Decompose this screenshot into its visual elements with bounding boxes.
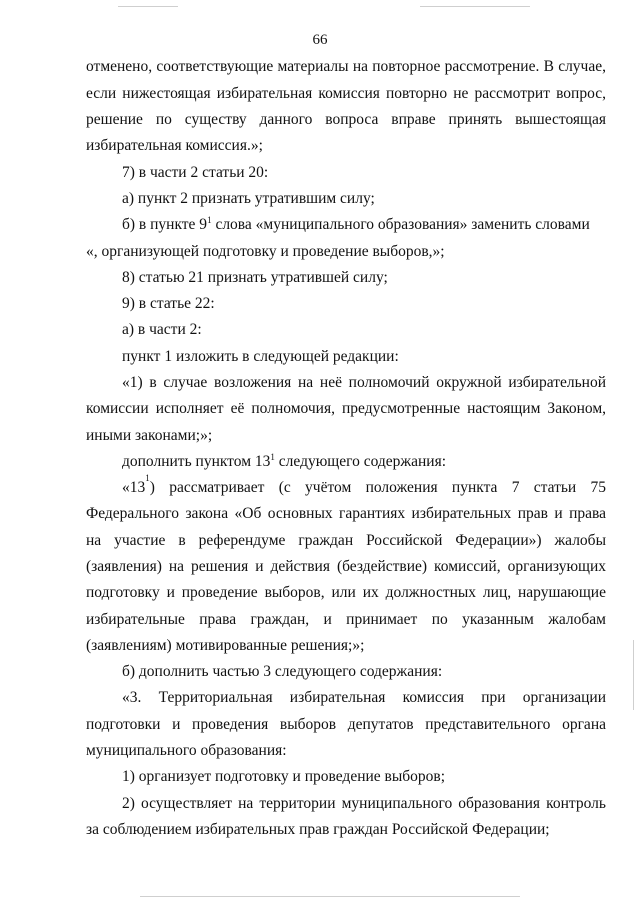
text-line: решение по существу данного вопроса вправе принять вышестоящая	[86, 111, 606, 128]
text-line: (заявлениям) мотивированные решения;»;	[86, 637, 365, 654]
text-line: 1) организует подготовку и проведение выборов;	[122, 768, 446, 785]
text-line: за соблюдением избирательных прав граждан Российской Федерации;	[86, 821, 550, 838]
text-line: отменено, соответствующие материалы на повторное рассмотрение. В случае,	[86, 58, 606, 75]
text-line: на участие в референдуме граждан Российской Федерации») жалобы	[86, 532, 606, 549]
text-line: «13 1 ) рассматривает (с учётом положения пункта 7 статьи 75	[122, 473, 606, 496]
text-line: а) пункт 2 признать утратившим силу;	[122, 190, 375, 207]
scan-mark	[633, 640, 634, 710]
text-line: «3. Территориальная избирательная комиссия при организации	[122, 689, 606, 706]
text-line: а) в части 2:	[122, 321, 202, 338]
text-line: подготовки и проведения выборов депутатов представительного органа	[86, 716, 606, 733]
text-line: дополнить пунктом $13^1$ следующего содержания:	[122, 452, 447, 470]
scan-mark	[420, 6, 530, 7]
text-line: подготовку и проведение выборов, или их должностных лиц, нарушающие	[86, 584, 606, 601]
text-line: муниципального образования:	[86, 742, 287, 759]
page-number: 66	[312, 32, 328, 48]
text-line: Федерального закона «Об основных гарантиях избирательных прав и права	[86, 505, 606, 522]
text-line: иными законами;»;	[86, 427, 213, 444]
text-line: 2) осуществляет на территории муниципального образования контроль	[122, 795, 606, 812]
text-line: комиссии исполняет её полномочия, предусмотренные настоящим Законом,	[86, 400, 606, 417]
text-line: «, организующей подготовку и проведение выборов,»;	[86, 243, 445, 260]
text-line: (заявления) на решения и действия (бездействие) комиссий, организующих	[86, 558, 606, 575]
text-line: если нижестоящая избирательная комиссия повторно не рассмотрит вопрос,	[86, 85, 606, 102]
text-line: 8) статью 21 признать утратившей силу;	[122, 269, 388, 286]
text-line: 9) в статье 22:	[122, 295, 215, 312]
text-line: избирательная комиссия.»;	[86, 137, 263, 154]
text-line: б) в пункте $9^1$ слова «муниципального образования» заменить словами	[122, 215, 590, 233]
scan-mark	[118, 6, 178, 7]
text-line: «1) в случае возложения на неё полномочий окружной избирательной	[122, 374, 606, 391]
text-line: избирательные права граждан, и принимает по указанным жалобам	[86, 611, 606, 628]
text-line: 7) в части 2 статьи 20:	[122, 164, 269, 181]
scan-mark	[140, 896, 520, 897]
text-line: пункт 1 изложить в следующей редакции:	[122, 348, 399, 365]
text-line: б) дополнить частью 3 следующего содержания:	[122, 663, 443, 680]
